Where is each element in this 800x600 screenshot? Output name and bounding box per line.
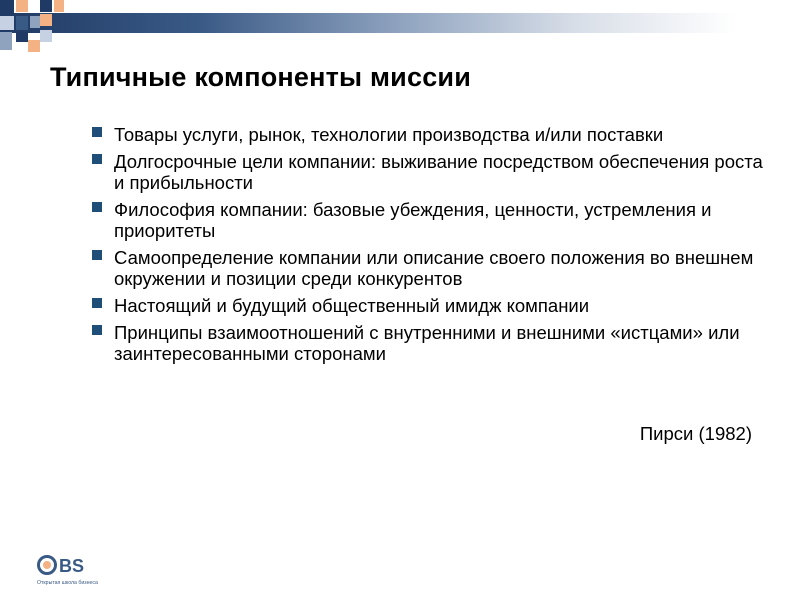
obs-logo <box>36 552 108 588</box>
square-bullet-icon <box>92 250 102 260</box>
square-bullet-icon <box>92 325 102 335</box>
bullet-list <box>92 124 772 370</box>
bullet-text: Долгосрочные цели компании: выживание посредством обеспечения роста и прибыльности <box>114 151 763 193</box>
bullet-text: Принципы взаимоотношений с внутренними и внешними «истцами» или заинтересованными сторонами <box>114 322 740 364</box>
svg-text:BS: BS <box>59 556 85 576</box>
header-gradient-band <box>0 13 800 33</box>
svg-text:Открытая школа бизнеса: Открытая школа бизнеса <box>37 580 98 586</box>
list-item <box>92 247 772 289</box>
citation: Пирси (1982) <box>639 423 752 444</box>
list-item <box>92 124 772 145</box>
slide-title: Типичные компоненты миссии <box>50 62 472 92</box>
list-item <box>92 199 772 241</box>
square-bullet-icon <box>92 202 102 212</box>
list-item <box>92 322 772 364</box>
bullet-text: Товары услуги, рынок, технологии производства и/или поставки <box>114 124 664 145</box>
bullet-text: Настоящий и будущий общественный имидж компании <box>114 295 590 316</box>
bullet-text: Самоопределение компании или описание своего положения во внешнем окружении и позиции среди конкурентов <box>114 247 754 289</box>
list-item <box>92 151 772 193</box>
square-bullet-icon <box>92 127 102 137</box>
square-bullet-icon <box>92 154 102 164</box>
bullet-text: Философия компании: базовые убеждения, ценности, устремления и приоритеты <box>114 199 712 241</box>
list-item <box>92 295 772 316</box>
square-bullet-icon <box>92 298 102 308</box>
